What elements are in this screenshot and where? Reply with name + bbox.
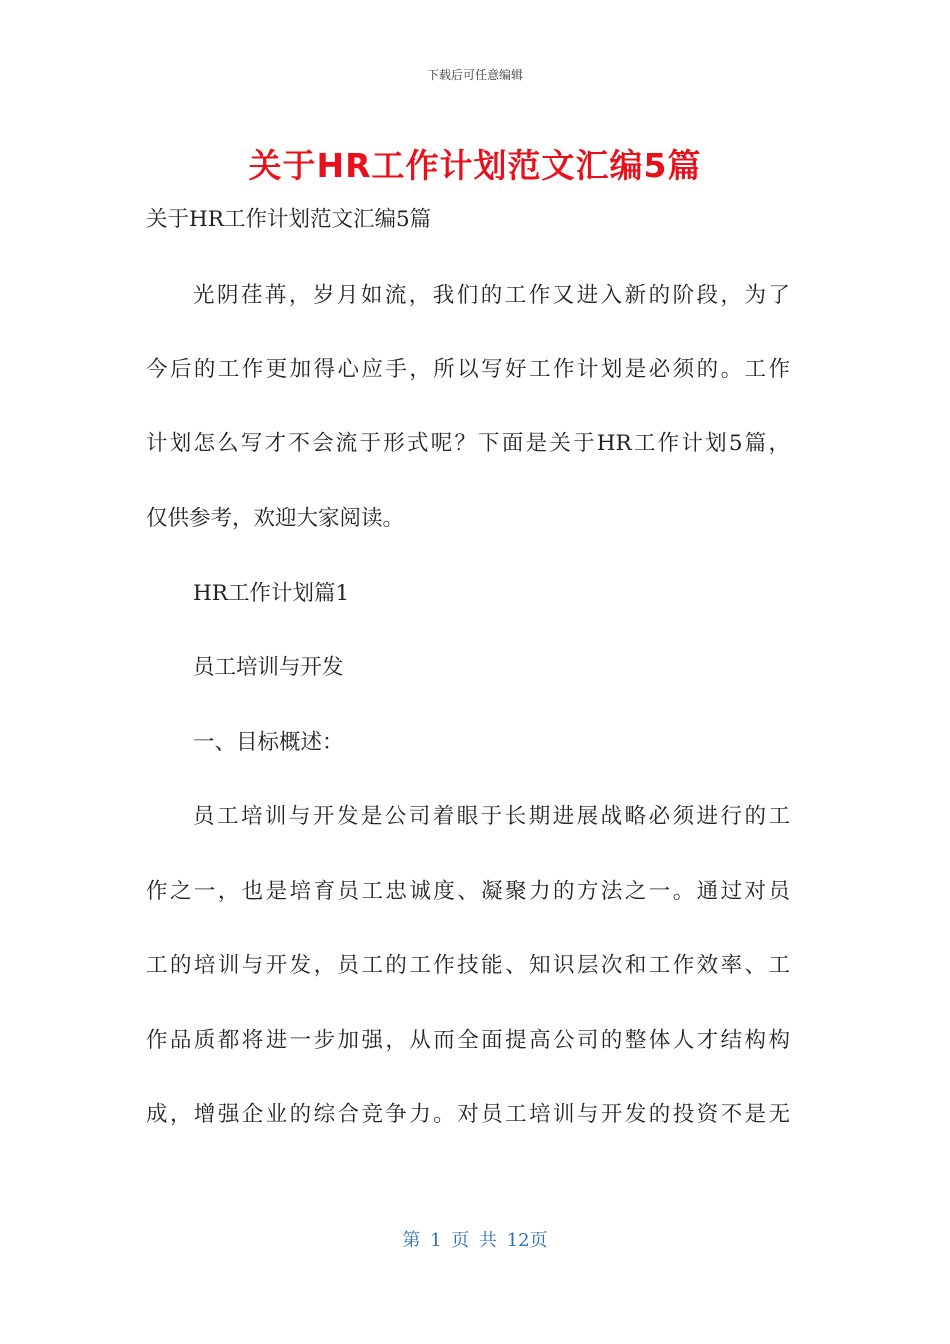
paragraph-line: 员工培训与开发是公司着眼于长期进展战略必须进行的工 [193, 804, 790, 829]
subtitle-line: 关于HR工作计划范文汇编5篇 [146, 207, 432, 232]
section-heading: HR工作计划篇1 [193, 581, 350, 606]
paragraph-line: 成，增强企业的综合竞争力。对员工培训与开发的投资不是无 [146, 1102, 790, 1127]
section-subheading: 员工培训与开发 [193, 655, 344, 680]
document-title: 关于HR工作计划范文汇编5篇 [248, 146, 702, 185]
paragraph-line: 光阴荏苒，岁月如流，我们的工作又进入新的阶段，为了 [193, 283, 790, 308]
section-subheading: 一、目标概述： [193, 730, 344, 755]
paragraph-line: 作品质都将进一步加强，从而全面提高公司的整体人才结构构 [146, 1028, 790, 1053]
page-number: 第 1 页 共 12页 [402, 1230, 548, 1251]
header-note: 下载后可任意编辑 [426, 68, 523, 82]
paragraph-line: 计划怎么写才不会流于形式呢？下面是关于HR工作计划5篇， [146, 431, 790, 456]
paragraph-line: 今后的工作更加得心应手，所以写好工作计划是必须的。工作 [146, 357, 790, 382]
paragraph-line: 工的培训与开发，员工的工作技能、知识层次和工作效率、工 [146, 953, 790, 978]
paragraph-line: 作之一，也是培育员工忠诚度、凝聚力的方法之一。通过对员 [146, 879, 790, 904]
paragraph-line: 仅供参考，欢迎大家阅读。 [146, 506, 405, 531]
